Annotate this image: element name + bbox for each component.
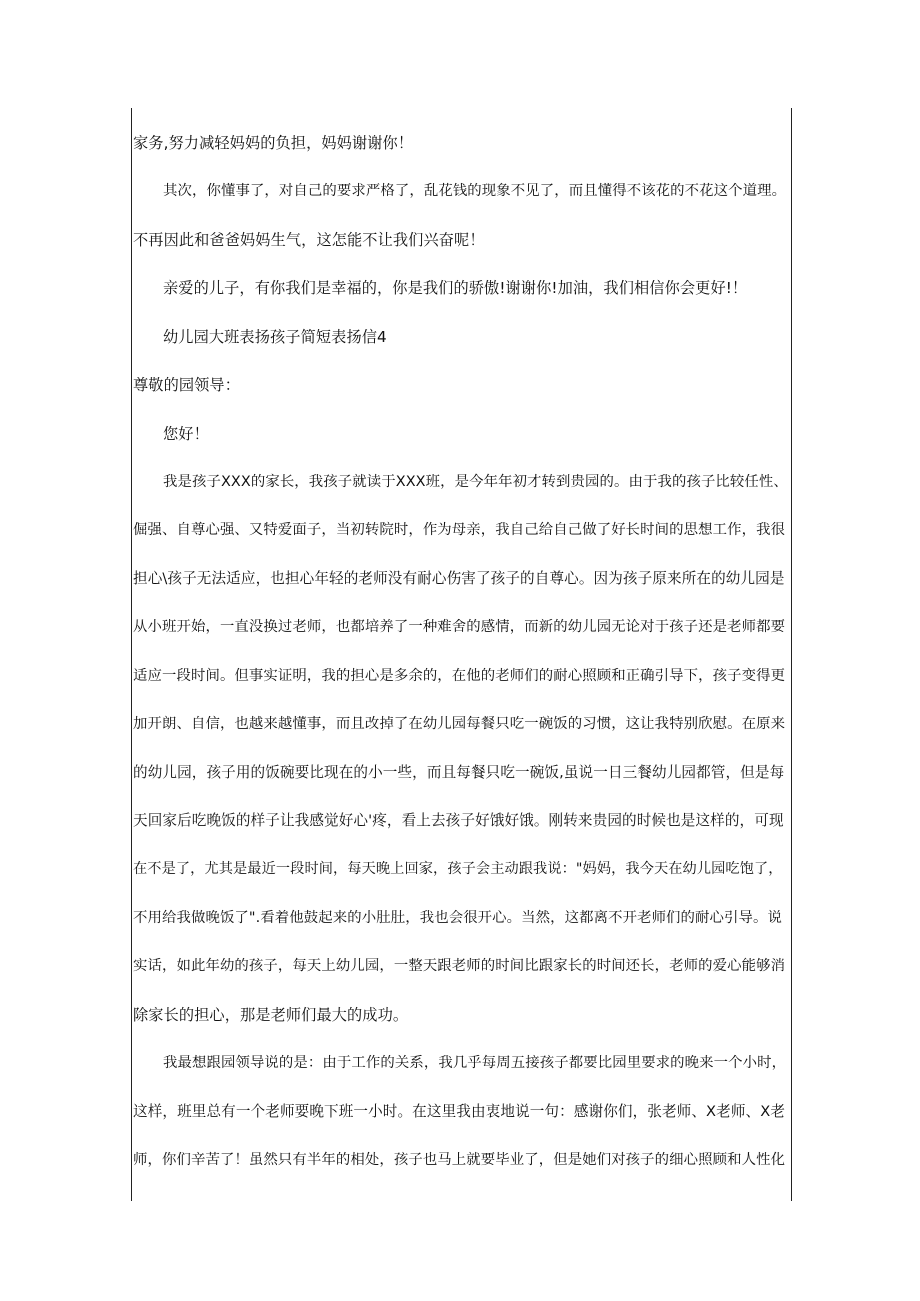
text-line: 天回家后吃晚饭的样子让我感觉好心'疼，看上去孩子好饿好饿。刚转来贵园的时候也是这样的，可现 [133,812,784,829]
text-line: 不用给我做晚饭了".看着他鼓起来的小肚肚，我也会很开心。当然，这都离不开老师们的耐心引导。说 [133,910,782,926]
text-line: 倔强、自尊心强、又特爱面子，当初转院时，作为母亲，我自己给自己做了好长时间的思想工作，我很 [133,522,786,538]
text-line: 这样，班里总有一个老师要晚下班一小时。在这里我由衷地说一句：感谢你们，张老师、X老师、X老 [133,1103,786,1120]
text-line: 加开朗、自信，也越来越懂事，而且改掉了在幼儿园每餐只吃一碗饭的习惯，这让我特别欣慰。在原来 [133,716,786,732]
section-heading: 幼儿园大班表扬孩子简短表扬信4 [163,328,387,346]
text-line: 适应一段时间。但事实证明，我的担心是多余的，在他的老师们的耐心照顾和正确引导下，孩子变得更 [133,668,786,684]
paragraph-line: 我是孩子XXX的家长，我孩子就读于XXX班，是今年年初才转到贵园的。由于我的孩子比较任性、 [163,474,788,490]
page-frame [131,108,792,1201]
text-line: 不再因此和爸爸妈妈生气，这怎能不让我们兴奋呢！ [133,231,485,249]
text-line: 从小班开始，一直没换过老师，也都培养了一种难舍的感情，而新的幼儿园无论对于孩子还是老师都要 [133,619,786,635]
text-line: 家务,努力减轻妈妈的负担，妈妈谢谢你！ [133,134,414,152]
paragraph-line: 亲爱的儿子，有你我们是幸福的，你是我们的骄傲!谢谢你!加油，我们相信你会更好!！ [163,279,748,297]
greeting: 您好！ [163,425,209,443]
paragraph-line: 其次，你懂事了，对自己的要求严格了，乱花钱的现象不见了，而且懂得不该花的不花这个道理。 [163,183,787,199]
paragraph-line: 我最想跟园领导说的是：由于工作的关系，我几乎每周五接孩子都要比园里要求的晚来一个小时， [163,1055,787,1071]
text-line: 担心\孩子无法适应，也担心年轻的老师没有耐心伤害了孩子的自尊心。因为孩子原来所在的幼儿园是 [133,570,785,587]
text-line: 实话，如此年幼的孩子，每天上幼儿园，一整天跟老师的时间比跟家长的时间还长，老师的爱心能够消 [133,958,786,974]
text-line: 师，你们辛苦了！虽然只有半年的相处，孩子也马上就要毕业了，但是她们对孩子的细心照顾和人性化 [133,1152,786,1168]
text-line: 除家长的担心，那是老师们最大的成功。 [133,1006,409,1024]
text-line: 在不是了，尤其是最近一段时间，每天晚上回家，孩子会主动跟我说："妈妈，我今天在幼儿园吃饱了， [133,861,783,877]
salutation: 尊敬的园领导： [133,376,241,394]
text-line: 的幼儿园，孩子用的饭碗要比现在的小一些，而且每餐只吃一碗饭,虽说一日三餐幼儿园都管，但是每 [133,764,785,781]
